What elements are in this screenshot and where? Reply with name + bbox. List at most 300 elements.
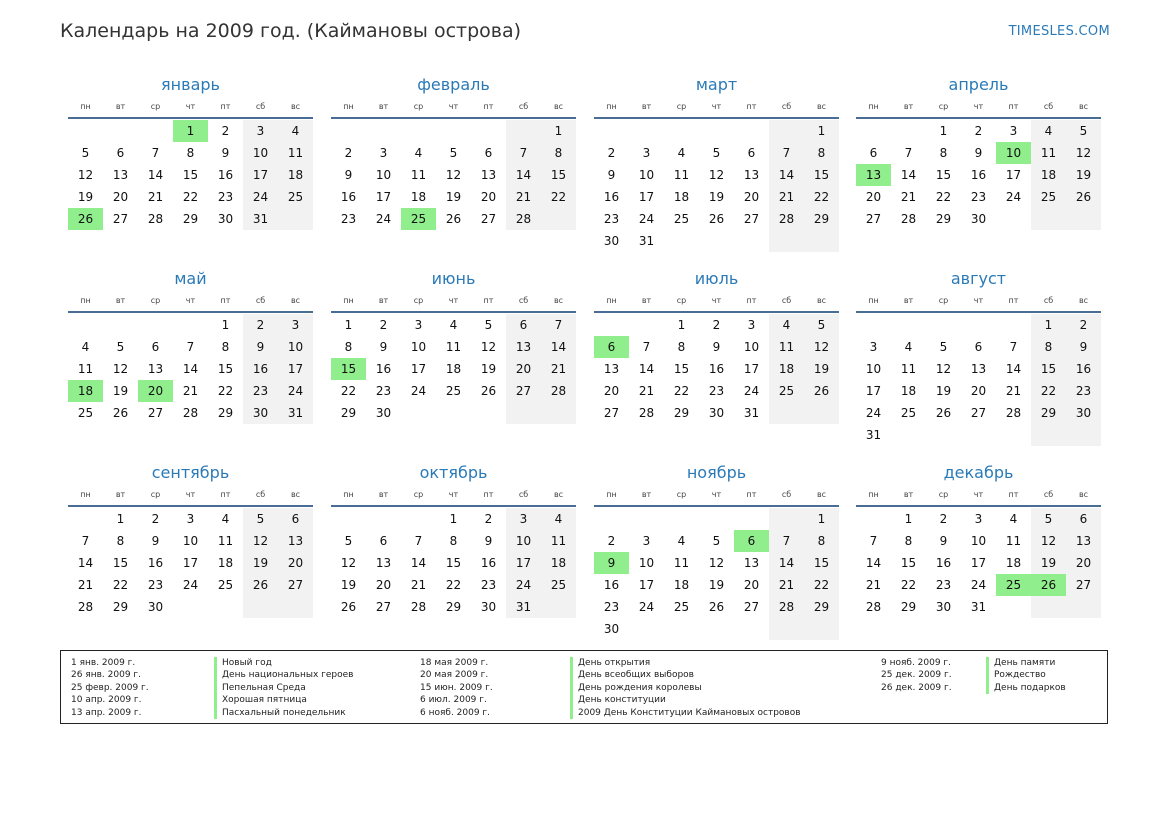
day-cell: 17 [970, 556, 987, 570]
day-cell: 14 [77, 556, 94, 570]
weekday-label: вс [1078, 296, 1089, 305]
weekday-label: чт [711, 490, 722, 499]
weekday-label: пт [220, 490, 231, 499]
empty-cell [699, 230, 734, 252]
day-cell: 22 [935, 190, 952, 204]
month-name: сентябрь [151, 463, 230, 482]
day-cell: 10 [182, 534, 199, 548]
day-cell: 30 [708, 406, 725, 420]
weekday-label: ср [938, 490, 949, 499]
empty-cell [1031, 596, 1066, 618]
day-cell: 12 [1031, 530, 1066, 552]
empty-cell [961, 424, 996, 446]
weekday-label: вт [115, 102, 126, 111]
legend-date: 26 янв. 2009 г. [71, 670, 141, 681]
weekday-label: чт [448, 102, 459, 111]
day-cell: 14 [1005, 362, 1022, 376]
weekday-label: пн [80, 296, 91, 305]
day-cell: 8 [541, 142, 576, 164]
day-cell: 3 [414, 318, 423, 332]
day-cell: 13 [506, 336, 541, 358]
day-cell: 31 [638, 234, 655, 248]
day-cell: 18 [541, 552, 576, 574]
legend-holiday-name: День национальных героев [214, 669, 353, 681]
day-cell: 4 [449, 318, 458, 332]
day-cell: 29 [673, 406, 690, 420]
day-cell: 15 [217, 362, 234, 376]
day-cell: 10 [638, 168, 655, 182]
empty-cell [804, 230, 839, 252]
day-cell: 31 [506, 596, 541, 618]
month-name: февраль [417, 75, 490, 94]
legend-holiday-name: День открытия [570, 657, 801, 669]
day-cell: 4 [81, 340, 90, 354]
day-cell: 27 [112, 212, 129, 226]
day-cell: 23 [603, 600, 620, 614]
day-cell: 22 [804, 186, 839, 208]
day-cell: 17 [638, 190, 655, 204]
empty-cell [629, 618, 664, 640]
day-cell: 21 [1005, 384, 1022, 398]
empty-cell [891, 120, 926, 142]
weekday-label: пт [1008, 490, 1019, 499]
weekday-label: пн [606, 490, 617, 499]
day-cell: 10 [638, 556, 655, 570]
day-cell: 7 [506, 142, 541, 164]
day-cell: 23 [708, 384, 725, 398]
empty-cell [506, 402, 541, 424]
day-cell: 2 [151, 512, 160, 526]
day-cell: 21 [147, 190, 164, 204]
day-cell: 25 [445, 384, 462, 398]
day-cell: 14 [900, 168, 917, 182]
day-cell: 6 [116, 146, 125, 160]
holiday-day: 9 [594, 552, 629, 574]
day-cell: 23 [147, 578, 164, 592]
legend-holiday-name: День подарков [986, 682, 1066, 694]
day-cell: 13 [970, 362, 987, 376]
day-cell: 18 [900, 384, 917, 398]
day-cell: 13 [112, 168, 129, 182]
weekday-label: вс [553, 296, 564, 305]
day-cell: 14 [147, 168, 164, 182]
legend-holiday-name: День всеобщих выборов [570, 669, 801, 681]
month-name: август [950, 269, 1007, 288]
site-brand-link[interactable]: TIMESLES.COM [1008, 24, 1110, 39]
day-cell: 19 [112, 384, 129, 398]
empty-cell [996, 596, 1031, 618]
day-cell: 28 [638, 406, 655, 420]
weekday-label: сб [1043, 490, 1054, 499]
header-rule [331, 117, 576, 119]
legend-date: 6 июл. 2009 г. [420, 695, 487, 706]
day-cell: 16 [935, 556, 952, 570]
empty-cell [664, 508, 699, 530]
empty-cell [103, 314, 138, 336]
day-cell: 11 [1005, 534, 1022, 548]
day-cell: 18 [278, 164, 313, 186]
day-cell: 17 [506, 552, 541, 574]
day-cell: 29 [935, 212, 952, 226]
empty-cell [699, 508, 734, 530]
day-cell: 19 [708, 578, 725, 592]
weekday-label: вт [903, 102, 914, 111]
day-cell: 3 [974, 512, 983, 526]
empty-cell [769, 508, 804, 530]
empty-cell [1031, 208, 1066, 230]
weekday-label: сб [781, 490, 792, 499]
day-cell: 11 [217, 534, 234, 548]
empty-cell [541, 596, 576, 618]
day-cell: 23 [480, 578, 497, 592]
empty-cell [366, 508, 401, 530]
day-cell: 15 [445, 556, 462, 570]
day-cell: 15 [804, 164, 839, 186]
weekday-header [68, 291, 313, 311]
day-cell: 13 [743, 168, 760, 182]
header-rule [594, 117, 839, 119]
holiday-day: 13 [856, 164, 891, 186]
legend-dates-col-3 [881, 657, 952, 694]
day-cell: 12 [708, 556, 725, 570]
weekday-label: вт [903, 490, 914, 499]
day-cell: 23 [375, 384, 392, 398]
day-cell: 19 [480, 362, 497, 376]
day-cell: 23 [1066, 380, 1101, 402]
weekday-label: вс [553, 490, 564, 499]
day-cell: 5 [243, 508, 278, 530]
day-cell: 19 [935, 384, 952, 398]
day-cell: 25 [673, 212, 690, 226]
day-cell: 3 [186, 512, 195, 526]
day-cell: 12 [804, 336, 839, 358]
weekday-label: вс [816, 490, 827, 499]
empty-cell [1066, 424, 1101, 446]
weekday-label: вт [378, 490, 389, 499]
weekday-label: вт [903, 296, 914, 305]
weekday-label: сб [518, 490, 529, 499]
empty-cell [436, 120, 471, 142]
legend-holiday-name: 2009 День Конституции Каймановых островов [570, 707, 801, 719]
weekday-label: пт [746, 102, 757, 111]
day-cell: 4 [677, 534, 686, 548]
day-cell: 18 [410, 190, 427, 204]
empty-cell [243, 596, 278, 618]
day-cell: 7 [769, 530, 804, 552]
legend-holiday-name: Новый год [214, 657, 353, 669]
day-cell: 29 [445, 600, 462, 614]
empty-cell [664, 618, 699, 640]
day-cell: 30 [147, 600, 164, 614]
day-cell: 30 [603, 234, 620, 248]
weekday-label: вс [1078, 102, 1089, 111]
day-cell: 26 [804, 380, 839, 402]
day-cell: 11 [410, 168, 427, 182]
day-cell: 4 [1009, 512, 1018, 526]
day-cell: 2 [243, 314, 278, 336]
holiday-day: 25 [996, 574, 1031, 596]
empty-cell [594, 314, 629, 336]
weekday-label: вс [290, 296, 301, 305]
day-cell: 18 [769, 358, 804, 380]
day-cell: 10 [865, 362, 882, 376]
legend-holiday-name: День памяти [986, 657, 1066, 669]
day-cell: 20 [743, 190, 760, 204]
empty-cell [68, 120, 103, 142]
weekday-label: чт [185, 490, 196, 499]
header-rule [331, 505, 576, 507]
day-cell: 24 [970, 578, 987, 592]
weekday-label: ср [413, 102, 424, 111]
month-name: июль [694, 269, 739, 288]
weekday-label: сб [518, 296, 529, 305]
day-cell: 21 [541, 358, 576, 380]
holiday-day: 18 [68, 380, 103, 402]
day-cell: 1 [904, 512, 913, 526]
day-cell: 30 [480, 600, 497, 614]
day-cell: 1 [541, 120, 576, 142]
day-cell: 25 [541, 574, 576, 596]
empty-cell [1066, 208, 1101, 230]
weekday-label: пт [746, 490, 757, 499]
day-cell: 1 [939, 124, 948, 138]
day-cell: 27 [1066, 574, 1101, 596]
day-cell: 15 [804, 552, 839, 574]
weekday-header [856, 291, 1101, 311]
weekday-label: пт [220, 102, 231, 111]
day-grid [68, 314, 313, 424]
empty-cell [734, 508, 769, 530]
empty-cell [804, 402, 839, 424]
empty-cell [996, 208, 1031, 230]
day-cell: 29 [1031, 402, 1066, 424]
empty-cell [331, 508, 366, 530]
empty-cell [629, 120, 664, 142]
day-cell: 28 [865, 600, 882, 614]
day-cell: 1 [804, 120, 839, 142]
weekday-header [856, 485, 1101, 505]
day-cell: 8 [939, 146, 948, 160]
empty-cell [734, 618, 769, 640]
empty-cell [594, 120, 629, 142]
day-cell: 2 [939, 512, 948, 526]
day-cell: 30 [375, 406, 392, 420]
day-cell: 12 [77, 168, 94, 182]
day-cell: 19 [804, 358, 839, 380]
day-cell: 13 [147, 362, 164, 376]
empty-cell [996, 314, 1031, 336]
header-rule [594, 311, 839, 313]
day-cell: 10 [743, 340, 760, 354]
day-cell: 23 [340, 212, 357, 226]
day-cell: 28 [147, 212, 164, 226]
holiday-day: 6 [594, 336, 629, 358]
day-cell: 29 [340, 406, 357, 420]
day-cell: 25 [673, 600, 690, 614]
legend-names-col-3 [986, 657, 1066, 694]
weekday-label: сб [255, 102, 266, 111]
legend-date: 26 дек. 2009 г. [881, 682, 952, 693]
day-cell: 24 [865, 406, 882, 420]
day-cell: 26 [243, 574, 278, 596]
weekday-label: ср [938, 296, 949, 305]
day-cell: 31 [743, 406, 760, 420]
day-cell: 5 [116, 340, 125, 354]
day-cell: 20 [743, 578, 760, 592]
day-cell: 30 [935, 600, 952, 614]
day-cell: 11 [769, 336, 804, 358]
day-cell: 3 [642, 146, 651, 160]
day-cell: 19 [77, 190, 94, 204]
day-cell: 12 [935, 362, 952, 376]
weekday-label: чт [973, 490, 984, 499]
day-cell: 21 [182, 384, 199, 398]
month-block [594, 458, 839, 640]
day-cell: 21 [900, 190, 917, 204]
weekday-label: ср [676, 102, 687, 111]
day-cell: 20 [112, 190, 129, 204]
day-cell: 9 [1066, 336, 1101, 358]
day-cell: 25 [769, 380, 804, 402]
day-cell: 15 [112, 556, 129, 570]
empty-cell [471, 120, 506, 142]
day-cell: 7 [869, 534, 878, 548]
weekday-label: вт [641, 102, 652, 111]
day-cell: 8 [344, 340, 353, 354]
day-cell: 24 [278, 380, 313, 402]
day-cell: 24 [638, 212, 655, 226]
empty-cell [926, 424, 961, 446]
day-cell: 28 [900, 212, 917, 226]
holiday-day: 15 [331, 358, 366, 380]
day-cell: 22 [1031, 380, 1066, 402]
legend-date: 13 апр. 2009 г. [71, 707, 142, 718]
day-cell: 23 [970, 190, 987, 204]
day-cell: 26 [480, 384, 497, 398]
day-cell: 1 [677, 318, 686, 332]
day-cell: 27 [865, 212, 882, 226]
day-cell: 4 [1031, 120, 1066, 142]
weekday-label: пн [343, 296, 354, 305]
day-cell: 11 [673, 556, 690, 570]
empty-cell [734, 120, 769, 142]
weekday-label: сб [781, 102, 792, 111]
day-cell: 9 [484, 534, 493, 548]
empty-cell [436, 402, 471, 424]
empty-cell [1031, 424, 1066, 446]
day-cell: 24 [182, 578, 199, 592]
day-cell: 14 [865, 556, 882, 570]
day-cell: 5 [344, 534, 353, 548]
day-cell: 29 [900, 600, 917, 614]
empty-cell [734, 230, 769, 252]
day-cell: 5 [449, 146, 458, 160]
day-cell: 16 [147, 556, 164, 570]
day-cell: 15 [900, 556, 917, 570]
header-rule [856, 117, 1101, 119]
day-cell: 2 [607, 146, 616, 160]
day-cell: 8 [677, 340, 686, 354]
weekday-label: чт [448, 490, 459, 499]
day-cell: 22 [340, 384, 357, 398]
month-name: апрель [948, 75, 1009, 94]
day-cell: 5 [712, 146, 721, 160]
day-cell: 21 [865, 578, 882, 592]
day-cell: 23 [217, 190, 234, 204]
weekday-label: пт [483, 102, 494, 111]
day-cell: 27 [480, 212, 497, 226]
empty-cell [629, 314, 664, 336]
day-cell: 4 [769, 314, 804, 336]
day-cell: 13 [603, 362, 620, 376]
legend-date: 9 нояб. 2009 г. [881, 658, 952, 668]
day-cell: 27 [743, 212, 760, 226]
weekday-label: вт [641, 490, 652, 499]
legend-date: 18 мая 2009 г. [420, 658, 489, 668]
day-cell: 17 [865, 384, 882, 398]
day-cell: 10 [278, 336, 313, 358]
day-cell: 10 [506, 530, 541, 552]
weekday-label: вс [1078, 490, 1089, 499]
empty-cell [68, 508, 103, 530]
day-cell: 28 [769, 208, 804, 230]
day-cell: 21 [769, 186, 804, 208]
day-cell: 24 [375, 212, 392, 226]
day-cell: 31 [278, 402, 313, 424]
empty-cell [699, 120, 734, 142]
day-cell: 21 [410, 578, 427, 592]
day-cell: 22 [217, 384, 234, 398]
day-cell: 3 [379, 146, 388, 160]
month-name: ноябрь [686, 463, 747, 482]
day-cell: 9 [243, 336, 278, 358]
day-cell: 9 [974, 146, 983, 160]
day-cell: 23 [603, 212, 620, 226]
day-cell: 10 [970, 534, 987, 548]
day-cell: 28 [182, 406, 199, 420]
day-cell: 7 [414, 534, 423, 548]
weekday-label: пт [220, 296, 231, 305]
day-cell: 26 [708, 600, 725, 614]
day-cell: 16 [480, 556, 497, 570]
day-cell: 5 [939, 340, 948, 354]
day-cell: 5 [484, 318, 493, 332]
day-cell: 22 [541, 186, 576, 208]
weekday-label: чт [973, 296, 984, 305]
day-cell: 28 [541, 380, 576, 402]
day-cell: 7 [151, 146, 160, 160]
day-cell: 12 [243, 530, 278, 552]
day-cell: 13 [375, 556, 392, 570]
day-cell: 10 [375, 168, 392, 182]
day-cell: 6 [747, 146, 756, 160]
day-cell: 24 [743, 384, 760, 398]
day-grid [594, 508, 839, 640]
day-cell: 6 [1066, 508, 1101, 530]
weekday-header [68, 485, 313, 505]
empty-cell [699, 618, 734, 640]
day-cell: 12 [112, 362, 129, 376]
day-cell: 21 [506, 186, 541, 208]
day-cell: 20 [970, 384, 987, 398]
day-cell: 3 [869, 340, 878, 354]
weekday-label: сб [255, 296, 266, 305]
day-cell: 11 [445, 340, 462, 354]
weekday-label: пн [868, 102, 879, 111]
day-cell: 19 [445, 190, 462, 204]
day-cell: 1 [221, 318, 230, 332]
day-cell: 16 [1066, 358, 1101, 380]
